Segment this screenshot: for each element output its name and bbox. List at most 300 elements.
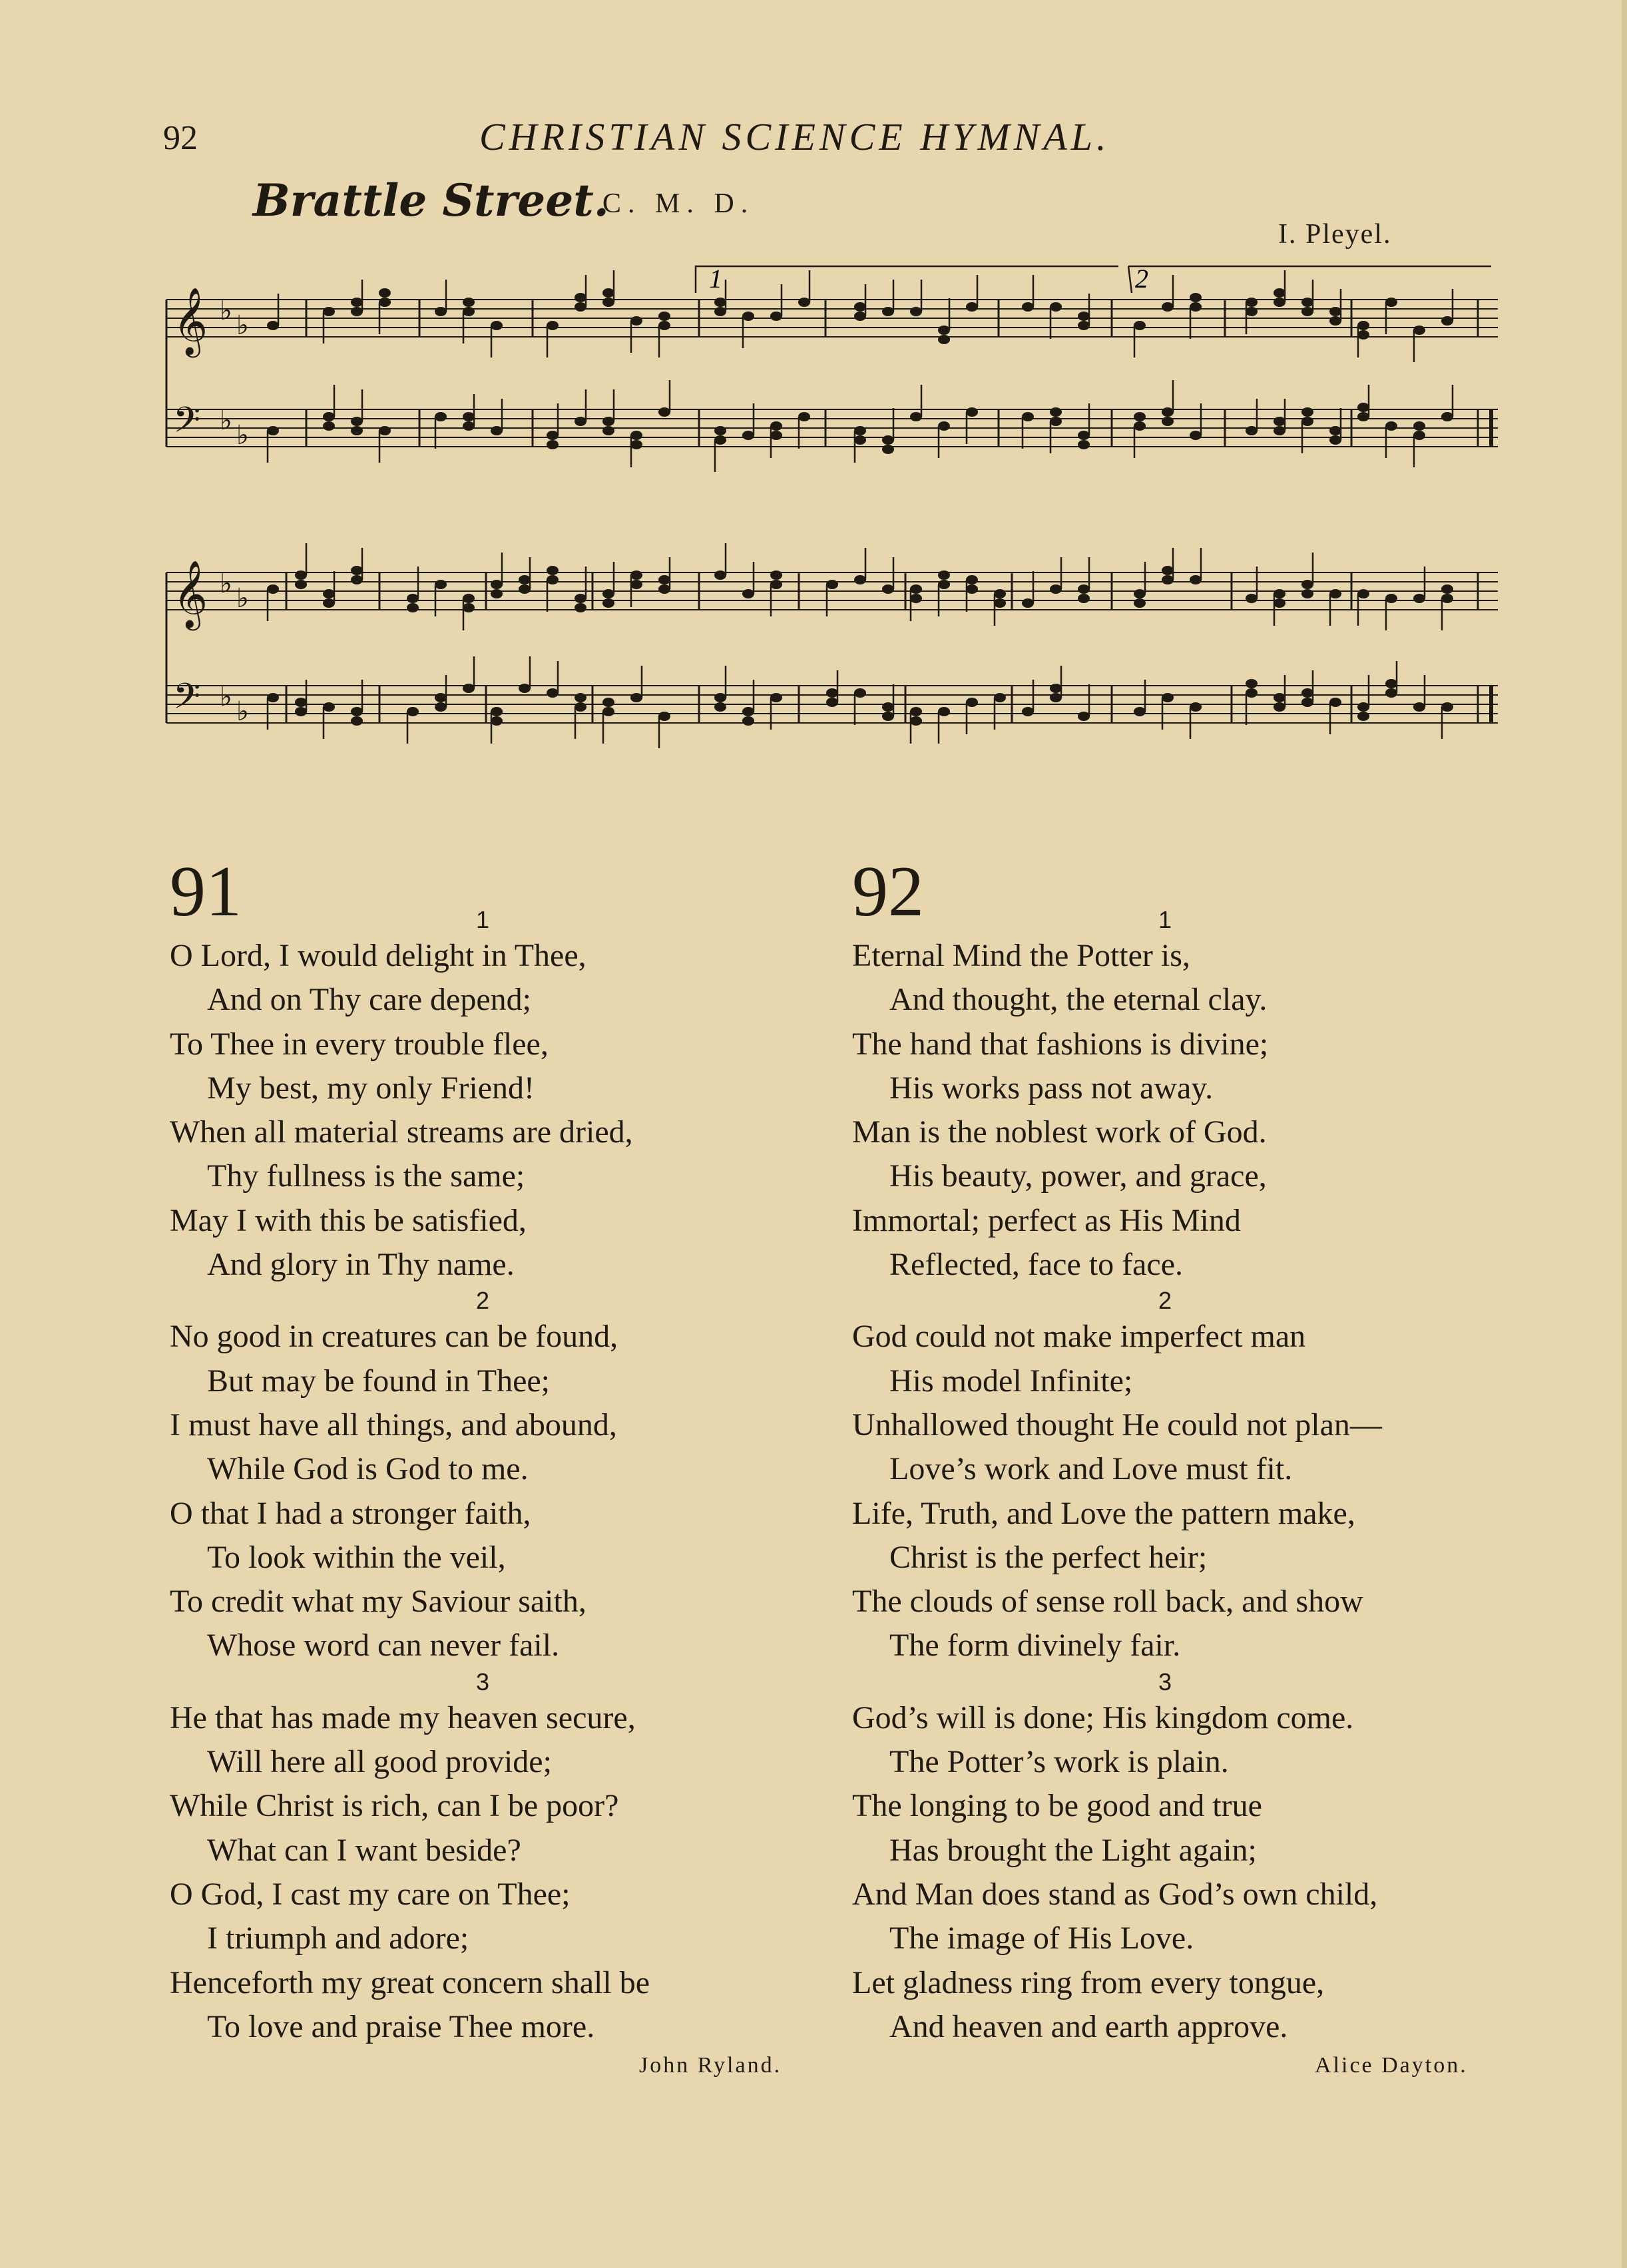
note-head xyxy=(1301,580,1313,589)
note-head xyxy=(1246,679,1258,688)
note-head xyxy=(966,575,978,584)
note-head xyxy=(267,426,279,435)
ending-2-bracket xyxy=(1128,266,1132,293)
note-head xyxy=(910,594,922,603)
note-head xyxy=(882,435,894,445)
note-head xyxy=(575,417,586,426)
note-head xyxy=(826,580,838,589)
note-head xyxy=(435,307,447,316)
note-head xyxy=(770,312,782,321)
note-head xyxy=(547,440,559,449)
note-head xyxy=(1441,594,1453,603)
note-head xyxy=(295,570,307,580)
note-head xyxy=(1022,598,1034,608)
note-head xyxy=(1441,702,1453,712)
verse-line: And heaven and earth approve. xyxy=(889,2008,1288,2044)
note-head xyxy=(1413,431,1425,440)
note-head xyxy=(1274,426,1285,435)
note-head xyxy=(1274,288,1285,298)
note-head xyxy=(1357,712,1369,721)
verse-line: While God is God to me. xyxy=(207,1451,529,1487)
note-head xyxy=(547,321,559,330)
verse-line: The image of His Love. xyxy=(889,1921,1194,1956)
hymn-author: Alice Dayton. xyxy=(1315,2053,1468,2078)
hymn-number: 91 xyxy=(170,852,242,931)
verse-line: No good in creatures can be found, xyxy=(170,1319,618,1355)
note-head xyxy=(1190,575,1202,584)
note-head xyxy=(491,580,503,589)
note-head xyxy=(1329,307,1341,316)
note-head xyxy=(1274,598,1285,608)
verse-line: Let gladness ring from every tongue, xyxy=(852,1964,1325,2000)
note-head xyxy=(1050,302,1062,312)
note-head xyxy=(379,288,391,298)
note-head xyxy=(407,603,419,612)
note-head xyxy=(1329,426,1341,435)
verse-line: My best, my only Friend! xyxy=(207,1070,535,1106)
page-edge xyxy=(1622,0,1627,2268)
hymn-number: 92 xyxy=(852,852,924,931)
verse-number: 3 xyxy=(475,1668,490,1696)
flat-sign: ♭ xyxy=(236,310,249,341)
note-head xyxy=(1441,584,1453,594)
note-head xyxy=(519,584,531,594)
note-head xyxy=(1162,407,1174,417)
note-head xyxy=(1413,421,1425,431)
note-head xyxy=(714,693,726,702)
note-head xyxy=(938,707,950,716)
note-head xyxy=(1078,431,1090,440)
note-head xyxy=(435,580,447,589)
note-head xyxy=(938,421,950,431)
note-head xyxy=(938,335,950,344)
note-head xyxy=(1246,307,1258,316)
note-head xyxy=(1162,566,1174,575)
note-head xyxy=(854,312,866,321)
note-head xyxy=(882,584,894,594)
note-head xyxy=(519,684,531,693)
tune-name: Brattle Street. xyxy=(253,174,609,226)
note-head xyxy=(1413,702,1425,712)
verse-line: What can I want beside? xyxy=(207,1832,521,1868)
flat-sign: ♭ xyxy=(220,682,232,712)
note-head xyxy=(491,716,503,726)
note-head xyxy=(1190,431,1202,440)
note-head xyxy=(1162,693,1174,702)
note-head xyxy=(966,698,978,707)
note-head xyxy=(1190,302,1202,312)
note-head xyxy=(1022,412,1034,421)
note-head xyxy=(267,321,279,330)
note-head xyxy=(1246,688,1258,698)
note-head xyxy=(491,321,503,330)
verse-line: His model Infinite; xyxy=(889,1363,1133,1399)
verse-line: God could not make imperfect man xyxy=(852,1319,1306,1355)
note-head xyxy=(1357,321,1369,330)
note-head xyxy=(267,584,279,594)
note-head xyxy=(1134,589,1146,598)
note-head xyxy=(770,693,782,702)
note-head xyxy=(854,426,866,435)
note-head xyxy=(1413,326,1425,335)
note-head xyxy=(1357,330,1369,340)
note-head xyxy=(1385,688,1397,698)
verse-line: Thy fullness is the same; xyxy=(207,1158,525,1194)
verse-line: And thought, the eternal clay. xyxy=(889,982,1268,1018)
bass-clef: 𝄢 xyxy=(173,400,201,449)
note-head xyxy=(1357,412,1369,421)
verse-line: O Lord, I would delight in Thee, xyxy=(170,938,586,973)
note-head xyxy=(910,307,922,316)
note-head xyxy=(1329,316,1341,326)
note-head xyxy=(1162,302,1174,312)
note-head xyxy=(1329,589,1341,598)
note-head xyxy=(323,702,335,712)
verse-number: 1 xyxy=(475,906,490,933)
note-head xyxy=(295,580,307,589)
note-head xyxy=(463,594,475,603)
note-head xyxy=(602,426,614,435)
note-head xyxy=(1078,594,1090,603)
note-head xyxy=(351,298,363,307)
note-head xyxy=(1274,702,1285,712)
note-head xyxy=(602,598,614,608)
note-head xyxy=(770,431,782,440)
note-head xyxy=(714,570,726,580)
note-head xyxy=(1301,688,1313,698)
note-head xyxy=(323,598,335,608)
note-head xyxy=(463,298,475,307)
note-head xyxy=(323,412,335,421)
verse-line: Will here all good provide; xyxy=(207,1744,552,1780)
verse-line: The clouds of sense roll back, and show xyxy=(852,1584,1363,1620)
note-head xyxy=(966,584,978,594)
hymn-92-verse-1 xyxy=(852,906,1518,1287)
note-head xyxy=(910,412,922,421)
verse-line: God’s will is done; His kingdom come. xyxy=(852,1700,1354,1735)
verse-line: Reflected, face to face. xyxy=(889,1247,1184,1283)
verse-line: Whose word can never fail. xyxy=(207,1628,560,1664)
note-head xyxy=(1441,412,1453,421)
note-head xyxy=(1078,321,1090,330)
note-head xyxy=(938,326,950,335)
note-head xyxy=(742,589,754,598)
verse-line: The Potter’s work is plain. xyxy=(889,1744,1229,1780)
note-head xyxy=(1190,702,1202,712)
note-head xyxy=(295,707,307,716)
note-head xyxy=(994,589,1006,598)
note-head xyxy=(547,431,559,440)
meter: C. M. D. xyxy=(602,188,755,219)
note-head xyxy=(630,440,642,449)
flat-sign: ♭ xyxy=(236,420,249,451)
verse-line: Eternal Mind the Potter is, xyxy=(852,938,1190,973)
note-head xyxy=(1022,707,1034,716)
note-head xyxy=(882,712,894,721)
note-head xyxy=(463,421,475,431)
hymn-author: John Ryland. xyxy=(639,2053,782,2078)
verse-line: O God, I cast my care on Thee; xyxy=(170,1876,571,1912)
note-head xyxy=(630,431,642,440)
verse-line: I triumph and adore; xyxy=(207,1921,469,1956)
note-head xyxy=(770,570,782,580)
note-head xyxy=(742,431,754,440)
verse-line: Unhallowed thought He could not plan— xyxy=(852,1407,1382,1443)
flat-sign: ♭ xyxy=(236,696,249,727)
note-head xyxy=(351,707,363,716)
note-head xyxy=(742,707,754,716)
note-head xyxy=(547,566,559,575)
note-head xyxy=(630,580,642,589)
note-head xyxy=(575,293,586,302)
note-head xyxy=(1274,417,1285,426)
note-head xyxy=(854,302,866,312)
note-head xyxy=(658,407,670,417)
note-head xyxy=(463,603,475,612)
note-head xyxy=(323,589,335,598)
note-head xyxy=(1134,321,1146,330)
note-head xyxy=(575,603,586,612)
note-head xyxy=(323,307,335,316)
hymn-91-verse-2 xyxy=(170,1287,835,1668)
verse-line: Love’s work and Love must fit. xyxy=(889,1451,1293,1487)
note-head xyxy=(798,412,810,421)
verse-line: His works pass not away. xyxy=(889,1070,1214,1106)
treble-clef: 𝄞 xyxy=(173,286,208,355)
verse-line: His beauty, power, and grace, xyxy=(889,1158,1267,1194)
note-head xyxy=(742,716,754,726)
hymn-91-verse-3 xyxy=(170,1668,835,2049)
note-head xyxy=(602,288,614,298)
note-head xyxy=(714,307,726,316)
note-head xyxy=(1050,584,1062,594)
note-head xyxy=(435,412,447,421)
note-head xyxy=(351,716,363,726)
note-head xyxy=(1385,421,1397,431)
note-head xyxy=(435,693,447,702)
note-head xyxy=(1134,412,1146,421)
note-head xyxy=(379,298,391,307)
note-head xyxy=(966,407,978,417)
note-head xyxy=(351,566,363,575)
note-head xyxy=(295,698,307,707)
note-head xyxy=(575,302,586,312)
verse-line: But may be found in Thee; xyxy=(207,1363,551,1399)
note-head xyxy=(1050,407,1062,417)
note-head xyxy=(910,584,922,594)
verse-line: Man is the noblest work of God. xyxy=(852,1114,1267,1150)
verse-line: And on Thy care depend; xyxy=(207,982,531,1018)
note-head xyxy=(1329,698,1341,707)
verse-line: O that I had a stronger faith, xyxy=(170,1495,531,1531)
verse-line: To love and praise Thee more. xyxy=(207,2008,595,2044)
hymn-92-verse-2 xyxy=(852,1287,1518,1668)
note-head xyxy=(602,298,614,307)
note-head xyxy=(323,421,335,431)
note-head xyxy=(658,712,670,721)
page-number: 92 xyxy=(163,119,198,157)
note-head xyxy=(966,302,978,312)
note-head xyxy=(630,693,642,702)
treble-clef: 𝄞 xyxy=(173,559,208,628)
note-head xyxy=(1246,594,1258,603)
note-head xyxy=(602,707,614,716)
note-head xyxy=(714,426,726,435)
verse-line: And glory in Thy name. xyxy=(207,1247,515,1283)
note-head xyxy=(1078,584,1090,594)
note-head xyxy=(463,307,475,316)
note-head xyxy=(1078,440,1090,449)
note-head xyxy=(267,693,279,702)
note-head xyxy=(1385,298,1397,307)
note-head xyxy=(1162,575,1174,584)
bass-clef: 𝄢 xyxy=(173,676,201,726)
note-head xyxy=(1385,594,1397,603)
verse-number: 2 xyxy=(475,1287,490,1315)
verse-line: Life, Truth, and Love the pattern make, xyxy=(852,1495,1355,1531)
note-head xyxy=(882,702,894,712)
note-head xyxy=(1274,589,1285,598)
note-head xyxy=(407,707,419,716)
note-head xyxy=(575,693,586,702)
note-head xyxy=(798,298,810,307)
note-head xyxy=(1301,698,1313,707)
note-head xyxy=(1357,403,1369,412)
note-head xyxy=(826,698,838,707)
note-head xyxy=(1301,407,1313,417)
note-head xyxy=(938,580,950,589)
note-head xyxy=(938,570,950,580)
note-head xyxy=(658,312,670,321)
note-head xyxy=(575,594,586,603)
note-head xyxy=(882,445,894,454)
verse-line: He that has made my heaven secure, xyxy=(170,1700,636,1735)
note-head xyxy=(1050,693,1062,702)
note-head xyxy=(994,693,1006,702)
note-head xyxy=(1301,307,1313,316)
note-head xyxy=(491,707,503,716)
verse-number: 3 xyxy=(1158,1668,1172,1696)
note-head xyxy=(630,570,642,580)
note-head xyxy=(463,684,475,693)
running-title: CHRISTIAN SCIENCE HYMNAL. xyxy=(479,115,1110,158)
note-head xyxy=(770,421,782,431)
verse-line: Henceforth my great concern shall be xyxy=(170,1964,650,2000)
note-head xyxy=(407,594,419,603)
note-head xyxy=(1134,598,1146,608)
verse-line: Immortal; perfect as His Mind xyxy=(852,1202,1241,1238)
note-head xyxy=(658,321,670,330)
note-head xyxy=(826,688,838,698)
note-head xyxy=(854,435,866,445)
verse-line: To Thee in every trouble flee, xyxy=(170,1026,549,1062)
note-head xyxy=(1274,693,1285,702)
note-head xyxy=(742,312,754,321)
ending-2-label: 2 xyxy=(1135,264,1148,294)
note-head xyxy=(770,580,782,589)
note-head xyxy=(463,412,475,421)
note-head xyxy=(1301,417,1313,426)
note-head xyxy=(910,716,922,726)
hymn-91 xyxy=(170,852,835,2078)
verse-line: The form divinely fair. xyxy=(889,1628,1181,1664)
note-head xyxy=(547,575,559,584)
verse-line: May I with this be satisfied, xyxy=(170,1202,527,1238)
note-head xyxy=(714,702,726,712)
note-head xyxy=(491,426,503,435)
note-head xyxy=(1441,316,1453,326)
note-head xyxy=(1385,679,1397,688)
note-head xyxy=(547,688,559,698)
note-head xyxy=(1357,589,1369,598)
note-head xyxy=(1357,702,1369,712)
note-head xyxy=(994,598,1006,608)
hymn-92-verse-3 xyxy=(852,1668,1518,2049)
verse-line: And Man does stand as God’s own child, xyxy=(852,1876,1378,1912)
note-head xyxy=(910,707,922,716)
note-head xyxy=(658,575,670,584)
note-head xyxy=(1246,298,1258,307)
hymn-92 xyxy=(852,852,1518,2078)
music-score xyxy=(153,253,1505,839)
note-head xyxy=(1078,312,1090,321)
note-head xyxy=(602,589,614,598)
flat-sign: ♭ xyxy=(236,583,249,614)
flat-sign: ♭ xyxy=(220,296,232,326)
note-head xyxy=(602,698,614,707)
note-head xyxy=(602,417,614,426)
verse-line: Has brought the Light again; xyxy=(889,1832,1257,1868)
note-head xyxy=(714,435,726,445)
note-head xyxy=(351,307,363,316)
note-head xyxy=(351,426,363,435)
note-head xyxy=(882,307,894,316)
ending-1-bracket xyxy=(696,266,1118,293)
note-head xyxy=(854,688,866,698)
ending-1-label: 1 xyxy=(709,264,722,294)
note-head xyxy=(351,575,363,584)
note-head xyxy=(714,298,726,307)
hymn-91-verse-1 xyxy=(170,906,835,1287)
note-head xyxy=(1134,421,1146,431)
note-head xyxy=(1134,707,1146,716)
note-head xyxy=(1274,298,1285,307)
verse-line: Christ is the perfect heir; xyxy=(889,1539,1208,1575)
note-head xyxy=(1022,302,1034,312)
verse-number: 2 xyxy=(1158,1287,1172,1315)
note-head xyxy=(575,702,586,712)
note-head xyxy=(491,589,503,598)
note-head xyxy=(1413,594,1425,603)
composer-credit: I. Pleyel. xyxy=(1278,219,1392,250)
flat-sign: ♭ xyxy=(220,568,232,599)
note-head xyxy=(1301,589,1313,598)
verse-line: The hand that fashions is divine; xyxy=(852,1026,1269,1062)
flat-sign: ♭ xyxy=(220,405,232,436)
note-head xyxy=(1246,426,1258,435)
verse-number: 1 xyxy=(1158,906,1172,933)
note-head xyxy=(1329,435,1341,445)
verse-line: I must have all things, and abound, xyxy=(170,1407,617,1443)
note-head xyxy=(1050,417,1062,426)
verse-line: To look within the veil, xyxy=(207,1539,506,1575)
note-head xyxy=(1078,712,1090,721)
note-head xyxy=(1162,417,1174,426)
note-head xyxy=(1301,298,1313,307)
verse-line: While Christ is rich, can I be poor? xyxy=(170,1788,619,1824)
note-head xyxy=(854,575,866,584)
note-head xyxy=(1050,684,1062,693)
